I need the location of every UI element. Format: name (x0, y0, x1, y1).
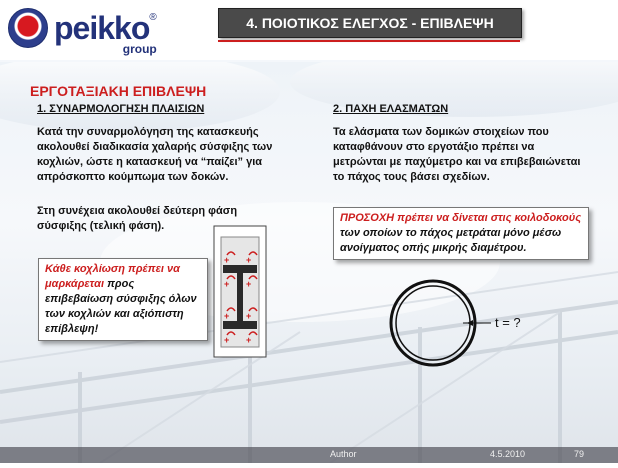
left-paragraph-1: Κατά την συναρμολόγηση της κατασκευής ακολουθεί διαδικασία χαλαρής σύσφιξης των κοχλιών, ώστε η κατασκευή να “παίζει” για απρόσκοπτο κούμπωμα των δοκών. (37, 126, 273, 183)
thickness-label: t = ? (495, 315, 521, 330)
logo-word: peikko (54, 10, 150, 46)
right-paragraph-1: Τα ελάσματα των δομικών στοιχείων που καταφθάνουν στο εργοτάξιο πρέπει να μετρώνται με παχύμετρο και να επιβεβαιώνεται το πάχος τους βάσει σχεδίων. (333, 126, 581, 183)
slide-title-box (218, 8, 522, 38)
svg-text:+: + (224, 279, 230, 289)
title-divider (218, 40, 520, 42)
logo-text (54, 10, 157, 56)
section-heading: ΕΡΓΟΤΑΞΙΑΚΗ ΕΠΙΒΛΕΨΗ (30, 83, 207, 99)
svg-text:+: + (246, 335, 252, 345)
peikko-logo (8, 8, 157, 56)
svg-text:+: + (224, 335, 230, 345)
slide-title: 4. ΠΟΙΟΤΙΚΟΣ ΕΛΕΓΧΟΣ - ΕΠΙΒΛΕΨΗ (246, 15, 494, 31)
footer-page-number: 79 (574, 449, 585, 459)
slide-header (0, 0, 618, 62)
left-paragraph-2: Στη συνέχεια ακολουθεί δεύτερη φάση σύσφιξης (τελική φάση). (37, 205, 238, 232)
hollow-section-diagram (387, 277, 547, 377)
bolted-beam-diagram (213, 225, 267, 358)
logo-registered: ® (149, 12, 157, 23)
right-subtitle: 2. ΠΑΧΗ ΕΛΑΣΜΑΤΩΝ (333, 103, 449, 115)
footer-author: Author (330, 449, 357, 459)
lion-emblem-icon (8, 8, 48, 48)
hollow-section-warning-text: των οποίων το πάχος μετράται μόνο μέσω ανοίγματος οπής μικρής διαμέτρου. (340, 227, 562, 254)
hollow-section-warning (333, 207, 589, 260)
svg-text:+: + (224, 311, 230, 321)
svg-text:+: + (246, 311, 252, 321)
svg-text:+: + (246, 255, 252, 265)
svg-text:+: + (246, 279, 252, 289)
hollow-section-warning-highlight: ΠΡΟΣΟΧΗ πρέπει να δίνεται στις κοιλοδοκούς (340, 212, 582, 224)
slide-footer (0, 447, 618, 463)
logo-sub: group (122, 42, 157, 56)
bolt-marking-note-highlight: Κάθε κοχλίωση πρέπει να μαρκάρεται (45, 263, 180, 290)
bolt-marking-note-text: προς επιβεβαίωση σύσφιξης όλων των κοχλιών και αξιόπιστη επίβλεψη! (45, 278, 197, 335)
left-subtitle: 1. ΣΥΝΑΡΜΟΛΟΓΗΣΗ ΠΛΑΙΣΙΩΝ (37, 103, 205, 115)
svg-text:+: + (224, 255, 230, 265)
bolt-marking-note (38, 258, 208, 341)
footer-date: 4.5.2010 (490, 449, 526, 459)
